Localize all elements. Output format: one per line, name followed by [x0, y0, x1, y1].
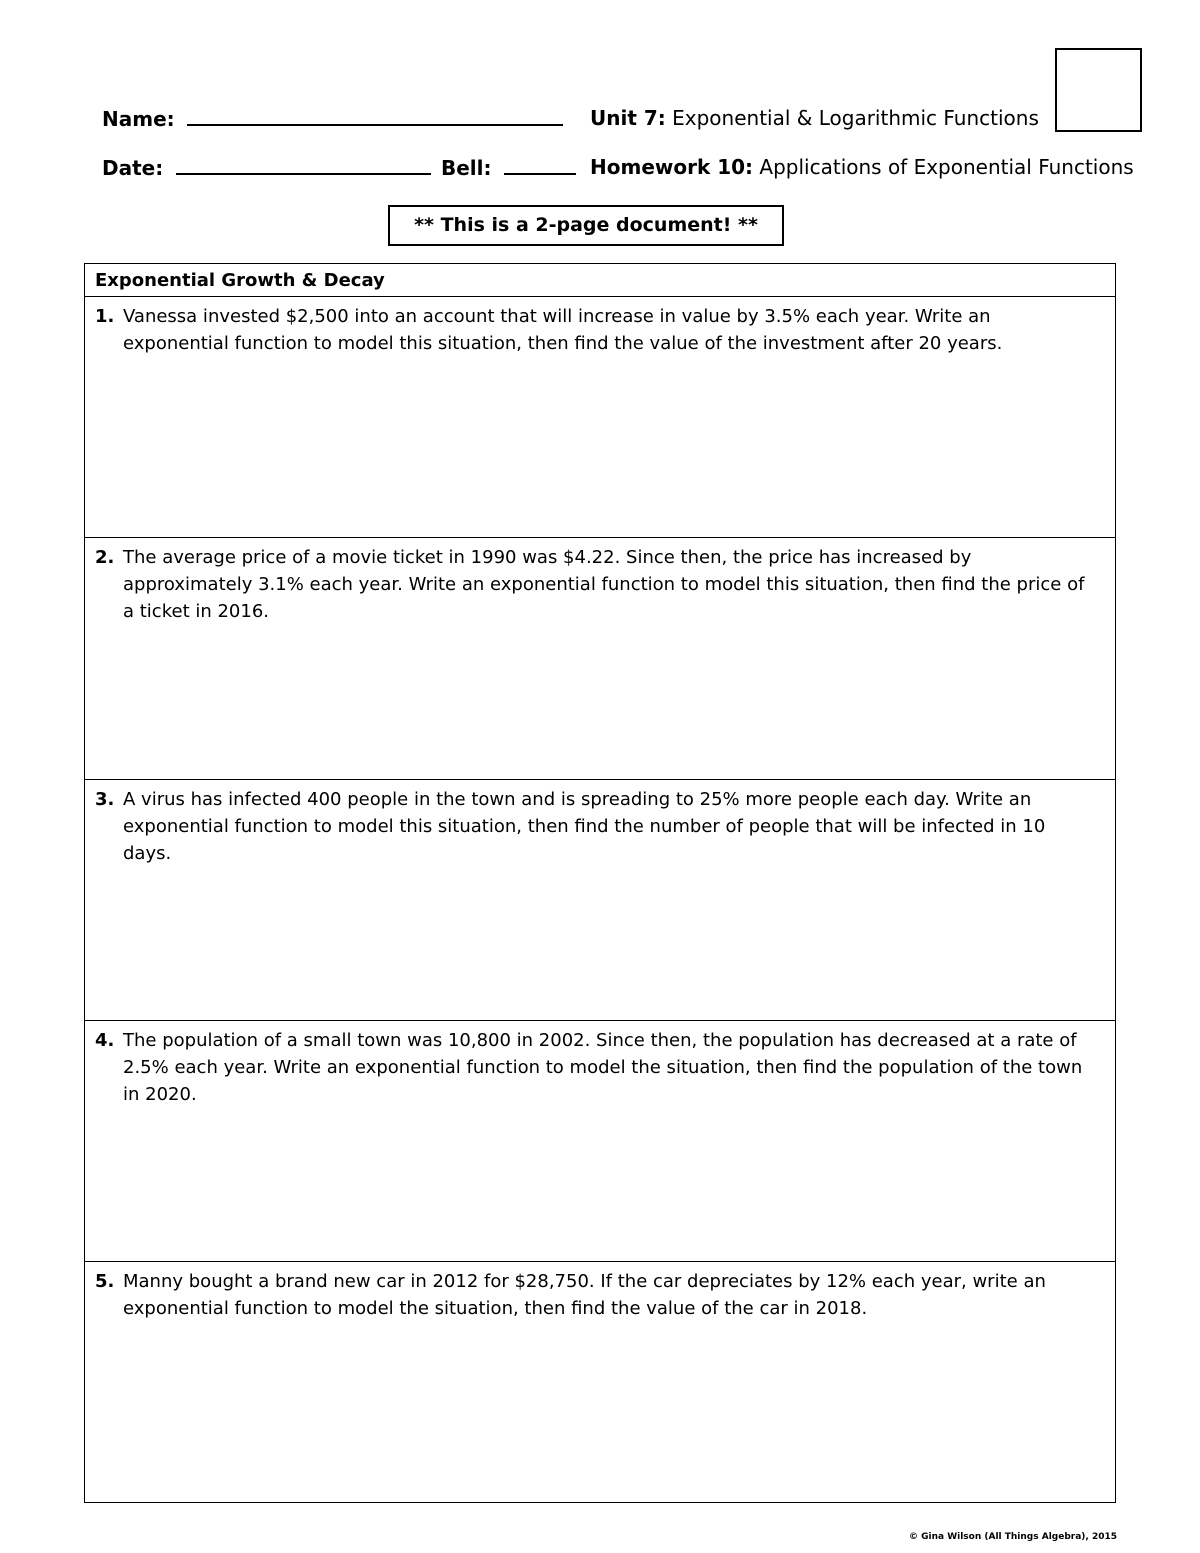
question-number: 3.: [95, 789, 115, 810]
copyright-notice: © Gina Wilson (All Things Algebra), 2015: [908, 1532, 1117, 1542]
score-box[interactable]: [1055, 48, 1142, 132]
bell-label: Bell:: [440, 156, 492, 180]
homework-title: Applications of Exponential Functions: [759, 155, 1134, 179]
question-text: The population of a small town was 10,800 in 2002. Since then, the population has decreased at a rate of 2.5% each year. Write an exponential function to model the situation, then find the population of the town in 2020.: [123, 1030, 1083, 1105]
question-number: 4.: [95, 1030, 115, 1051]
unit-heading: [590, 106, 1039, 130]
question-2: [85, 537, 1115, 779]
question-text: Manny bought a brand new car in 2012 for $28,750. If the car depreciates by 12% each year, write an exponential function to model the situation, then find the value of the car in 2018.: [123, 1271, 1046, 1319]
question-number: 5.: [95, 1271, 115, 1292]
question-4: [85, 1020, 1115, 1261]
unit-label: Unit 7:: [590, 106, 666, 130]
name-field[interactable]: [187, 106, 563, 126]
bell-field[interactable]: [504, 155, 576, 175]
question-text: A virus has infected 400 people in the town and is spreading to 25% more people each day. Write an exponential function to model this situation, then find the number of people that will be infected in 10 days.: [123, 789, 1046, 864]
question-number: 1.: [95, 306, 115, 327]
date-row: [102, 155, 576, 180]
date-label: Date:: [102, 156, 164, 180]
question-text: Vanessa invested $2,500 into an account that will increase in value by 3.5% each year. Write an exponential function to model this situation, then find the value of the investment after 20 years.: [123, 306, 1003, 354]
date-field[interactable]: [176, 155, 431, 175]
problem-table: [84, 263, 1116, 1503]
unit-title: Exponential & Logarithmic Functions: [672, 106, 1039, 130]
question-number: 2.: [95, 547, 115, 568]
homework-label: Homework 10:: [590, 155, 754, 179]
question-1: [85, 297, 1115, 537]
question-3: [85, 779, 1115, 1020]
section-title: Exponential Growth & Decay: [85, 264, 1115, 297]
homework-heading: [590, 155, 1134, 179]
two-page-notice: ** This is a 2-page document! **: [388, 205, 784, 246]
question-text: The average price of a movie ticket in 1990 was $4.22. Since then, the price has increased by approximately 3.1% each year. Write an exponential function to model this situation, then find the price of a ticket in 2016.: [123, 547, 1085, 622]
name-label: Name:: [102, 107, 175, 131]
name-row: [102, 106, 563, 131]
question-5: [85, 1261, 1115, 1501]
